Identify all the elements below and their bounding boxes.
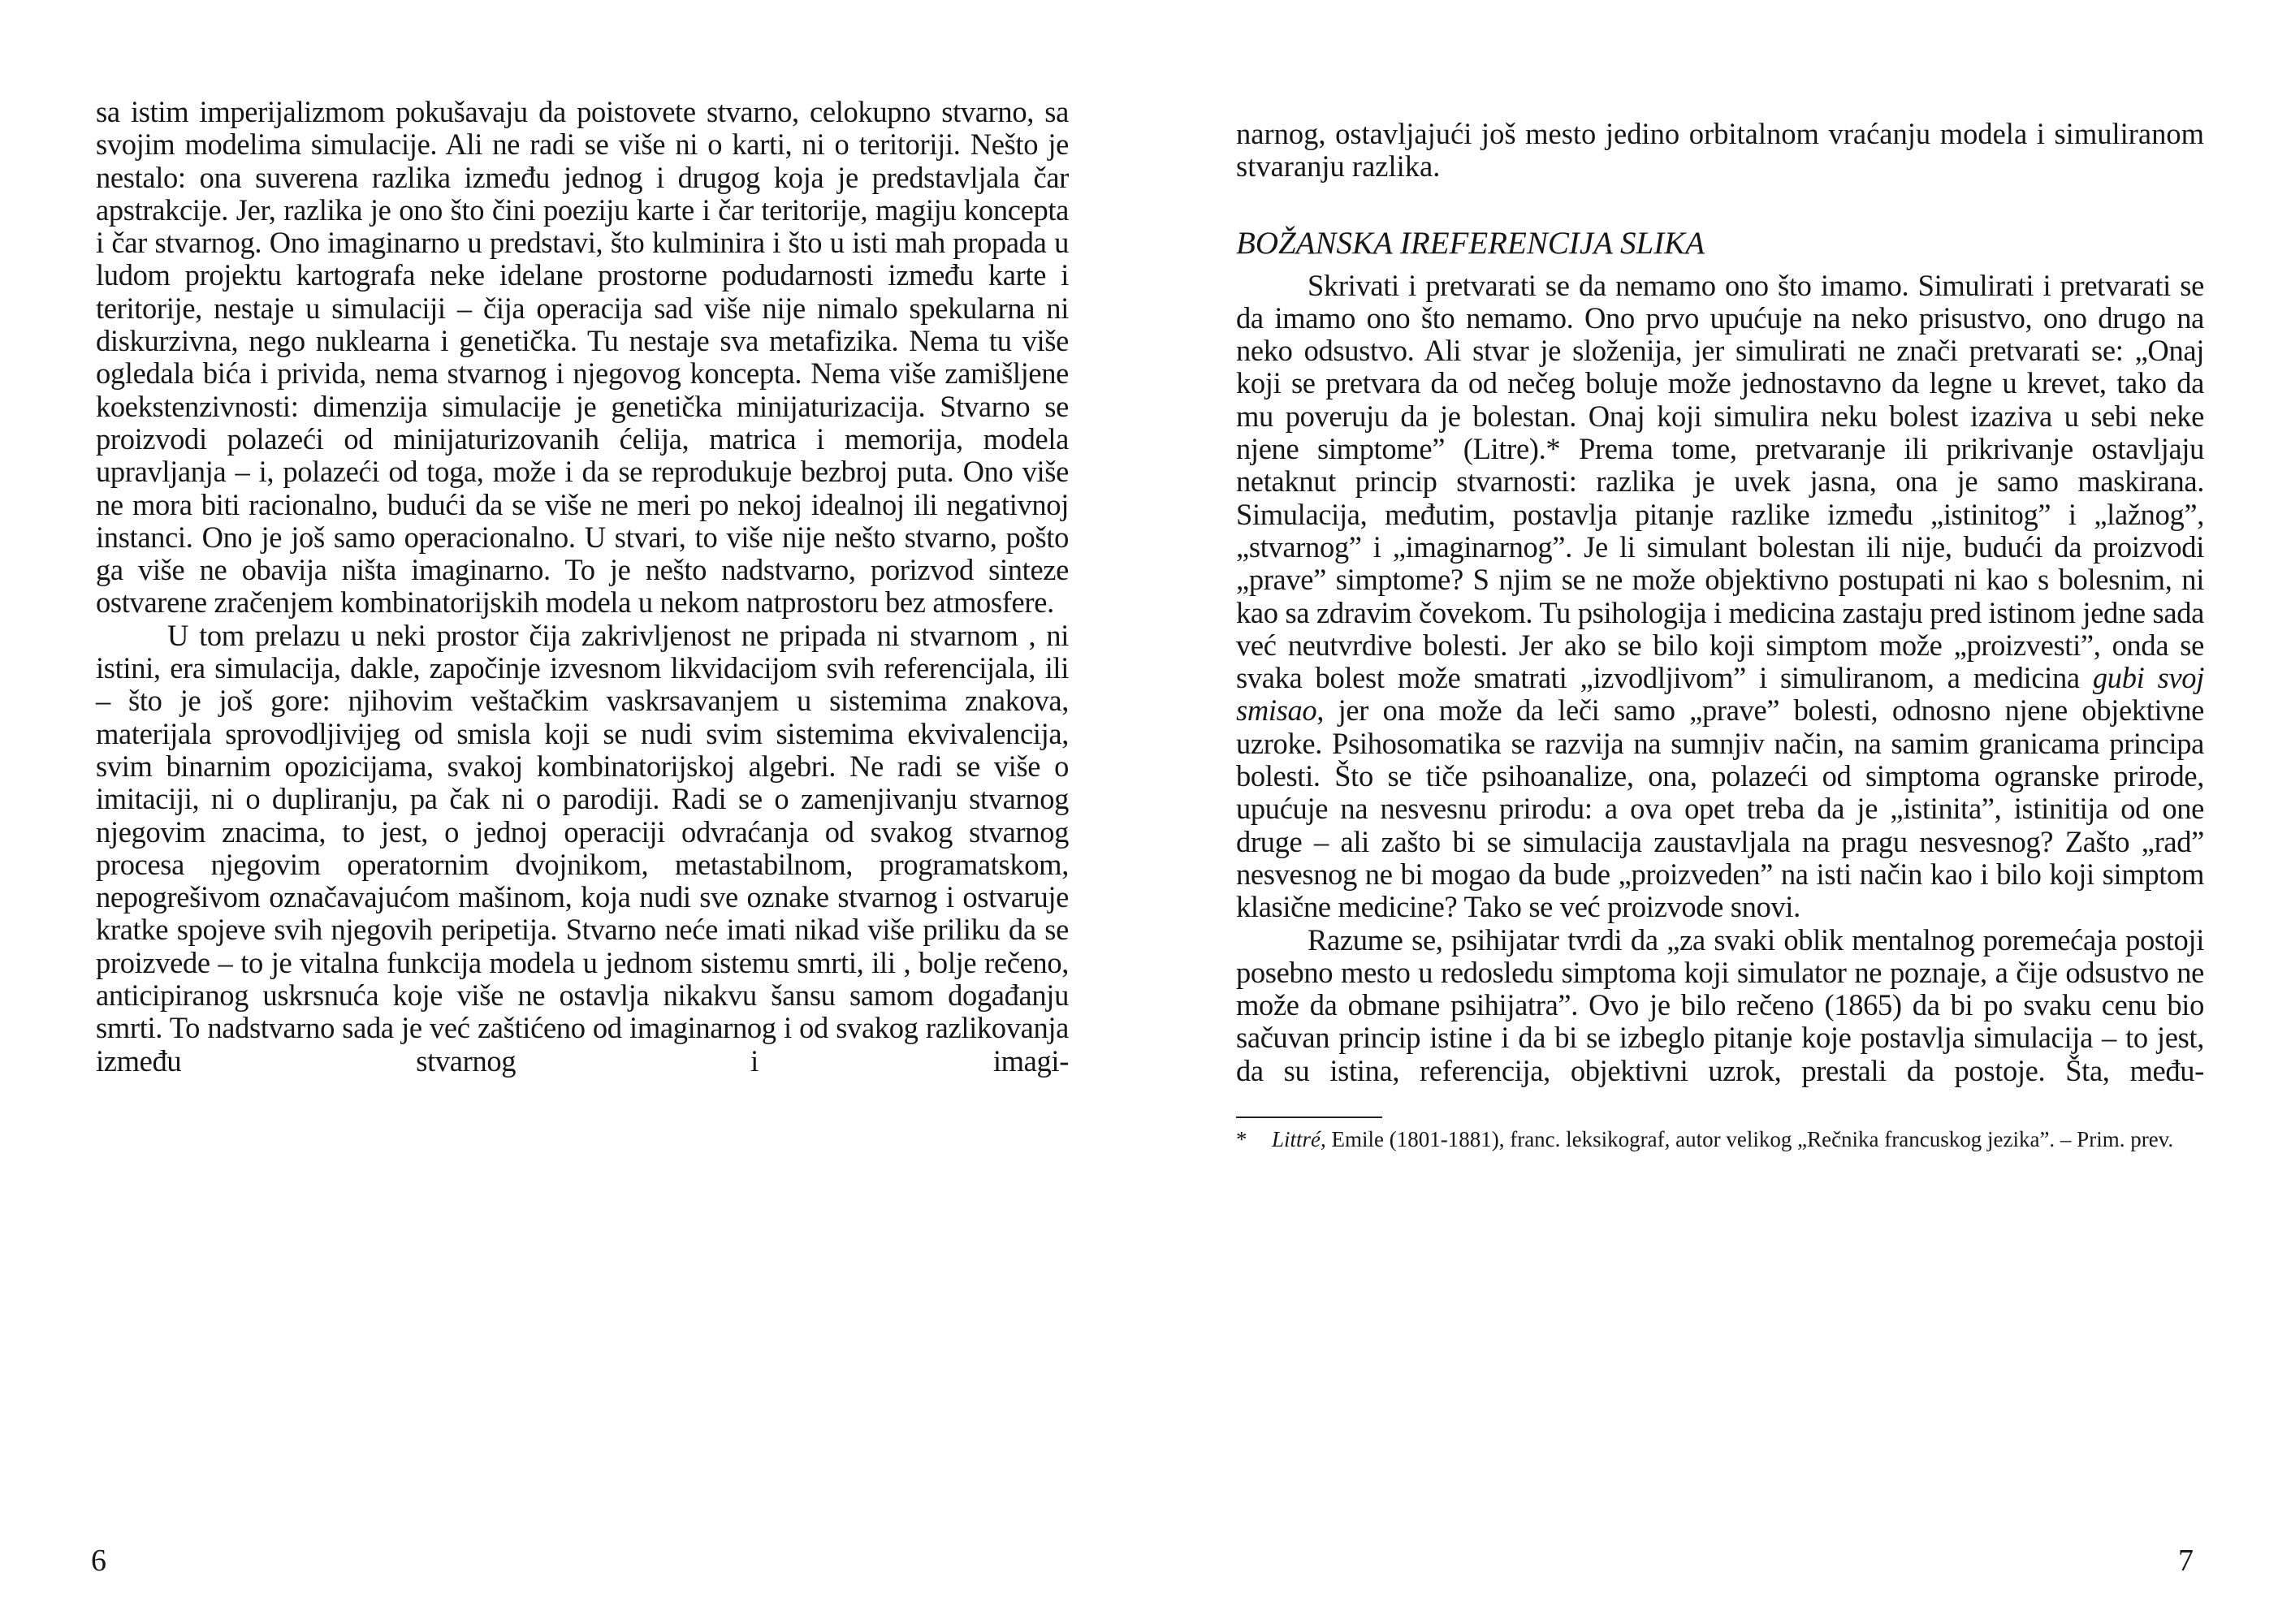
right-paragraph-2: Razume se, psihijatar tvrdi da „za svaki oblik mentalnog poremećaja postoji posebno mesto u redosledu simptoma koji simulator ne poznaje, a čije odsustvo ne može da obmane psihijatra”. Ovo je bilo rečeno (1865) da bi po svaku cenu bio sačuvan princip istine i da bi se izbeglo pitanje koje postavlja simulacija – to jest, da su istina, referencija, objektivni uzrok, prestali da postoje. Šta, među-: [1236, 922, 2204, 1087]
left-paragraph-2: U tom prelazu u neki prostor čija zakrivljenost ne pripada ni stvarnom , ni istini, era simulacija, dakle, započinje izvesnom likvidacijom svih referencijala, ili – što je još gore: njihovim veštačkim vaskrsavanjem u sistemima znakova, materijala sprovodljivijeg od smisla koji se nudi svim sistemima ekvivalencija, svim binarnim opozicijama, svakoj kombinatorijskoj algebri. Ne radi se više o imitaciji, ni o dupliranju, pa čak ni o parodiji. Radi se o zamenjivanju stvarnog njegovim znacima, to jest, o jednoj operaciji odvraćanja od svakog stvarnog procesa njegovim operatornim dvojnikom, metastabilnom, programatskom, nepogrešivom označavajućom mašinom, koja nudi sve oznake stvarnog i ostvaruje kratke spojeve svih njegovih peripetija. Stvarno neće imati nikad više priliku da se proizvede – to je vitalna funkcija modela u jednom sistemu smrti, ili , bolje rečeno, anticipiranog uskrsnuća koje više ne ostavlja nikakvu šansu samom događanju smrti. To nadstvarno sada je već zaštićeno od imaginarnog i od svakog razlikovanja između stvarnog i imagi-: [96, 618, 1069, 1078]
left-page: [0, 0, 1145, 1624]
footnote: [1236, 1126, 2204, 1152]
right-paragraph-1-text-b: jer ona može da leči samo „prave” bolesti, odnosno njene objektivne uzroke. Psihosomatika se razvija na sumnjiv način, na samim granicama principa bolesti. Što se tiče psihoanalize, ona, polazeći od simptoma ogranske prirode, upućuje na nesvesnu prirodu: a ova opet treba da je „istinita”, istinitija od one druge – ali zašto bi se simulacija zaustavljala na pragu nesvesnog? Zašto „rad” nesvesnog ne bi mogao da bude „proizveden” na isti način kao i bilo koji simptom klasične medicine? Tako se već proizvode snovi.: [1236, 693, 2204, 924]
footnote-author: Littré,: [1272, 1127, 1326, 1152]
footnote-body: Emile (1801-1881), franc. leksikograf, autor velikog „Rečnika francuskog jezika”. – Prim. prev.: [1325, 1127, 2174, 1152]
right-page: [1145, 0, 2291, 1624]
left-paragraph-1: sa istim imperijalizmom pokušavaju da poistovete stvarno, celokupno stvarno, sa svojim modelima simulacije. Ali ne radi se više ni o karti, ni o teritoriji. Nešto je nestalo: ona suverena razlika između jednog i drugog koja je predstavljala čar apstrakcije. Jer, razlika je ono što čini poeziju karte i čar teritorije, magiju koncepta i čar stvarnog. Ono imaginarno u predstavi, što kulminira i što u isti mah propada u ludom projektu kartografa neke idelane prostorne podudarnosti između karte i teritorije, nestaje u simulaciji – čija operacija sad više nije nimalo spekularna ni diskurzivna, nego nuklearna i genetička. Tu nestaje sva metafizika. Nema tu više ogledala bića i privida, nema stvarnog i njegovog koncepta. Nema više zamišljene koekstenzivnosti: dimenzija simulacije je genetička minijaturizacija. Stvarno se proizvodi polazeći od minijaturizovanih ćelija, matrica i memorija, modela upravljanja – i, polazeći od toga, može i da se reprodukuje bezbroj puta. Ono više ne mora biti racionalno, budući da se više ne meri po nekoj idealnoj ili negativnoj instanci. Ono je još samo operacionalno. U stvari, to više nije nešto stvarno, pošto ga više ne obavija ništa imaginarno. To je nešto nadstvarno, porizvod sinteze ostvarene zračenjem kombinatorijskih modela u nekom natprostoru bez atmosfere.: [96, 95, 1069, 620]
footnote-text: [1272, 1126, 2204, 1152]
footnote-divider: [1236, 1116, 1382, 1118]
right-text-column: [1236, 118, 2204, 1152]
footnote-marker: *: [1236, 1127, 1247, 1152]
left-text-column: [96, 96, 1069, 1078]
right-opening-paragraph: narnog, ostavljajući još mesto jedino orbitalnom vraćanju modela i simuliranom stvaranju razlika.: [1236, 117, 2204, 184]
section-heading: BOŽANSKA IREFERENCIJA SLIKA: [1236, 225, 1705, 261]
page-number-right: 7: [2178, 1544, 2194, 1578]
page-number-left: 6: [91, 1544, 106, 1578]
right-paragraph-1: [1236, 270, 2204, 924]
right-paragraph-1-text-a: Skrivati i pretvarati se da nemamo ono što imamo. Simulirati i pretvarati se da imamo ono što nemamo. Ono prvo upućuje na neko prisustvo, ono drugo na neko odsustvo. Ali stvar je složenija, jer simulirati ne znači pretvarati se: „Onaj koji se pretvara da od nečeg boluje može jednostavno da legne u krevet, tako da mu poveruju da je bolestan. Onaj koji simulira neku bolest izaziva u sebi neke njene simptome” (Litre).* Prema tome, pretvaranje ili prikrivanje ostavljaju netaknut princip stvarnosti: razlika je uvek jasna, ona je samo maskirana. Simulacija, međutim, postavlja pitanje razlike između „istinitog” i „lažnog”, „stvarnog” i „imaginarnog”. Je li simulant bolestan ili nije, budući da proizvodi „prave” simptome? S njim se ne može objektivno postupati ni kao s bolesnim, ni kao sa zdravim čovekom. Tu psihologija i medicina zastaju pred istinom jedne sada već neutvrdive bolesti. Jer ako se bilo koji simptom može „proizvesti”, onda se svaka bolest može smatrati „izvodljivom” i simuliranom, a medicina: [1236, 268, 2204, 695]
right-paragraph-1-italic: gubi svoj smisao,: [1236, 661, 2204, 728]
